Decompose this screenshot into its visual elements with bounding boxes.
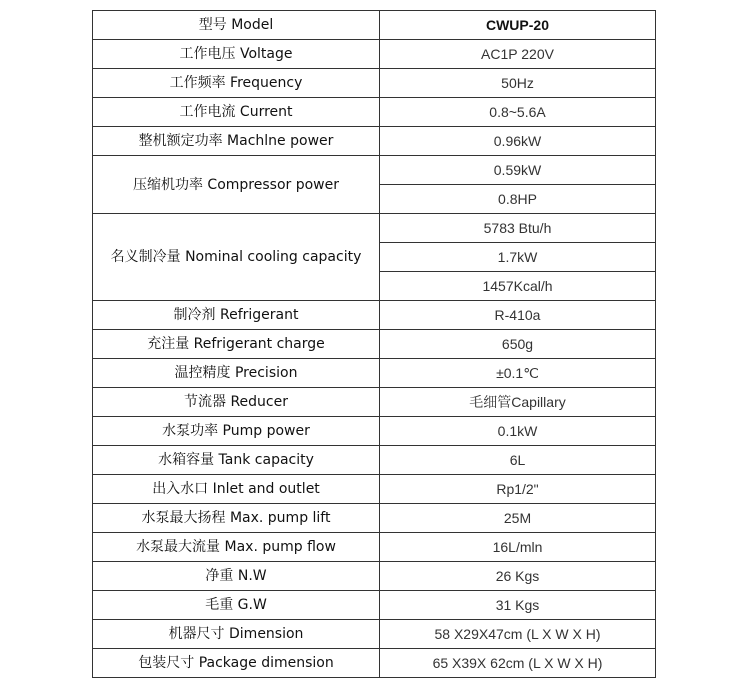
table-row-pump-power [93,417,656,446]
label-gross-weight: 毛重 G.W [93,591,380,620]
label-package-dimension: 包装尺寸 Package dimension [93,649,380,678]
value-model: CWUP-20 [380,11,656,40]
table-row-tank-capacity [93,446,656,475]
value-machine-power: 0.96kW [380,127,656,156]
table-row-pump-lift [93,504,656,533]
table-row-inlet-outlet [93,475,656,504]
table-row-compressor-power [93,156,656,185]
label-frequency: 工作频率 Frequency [93,69,380,98]
value-precision: ±0.1℃ [380,359,656,388]
value-compressor-power-hp: 0.8HP [380,185,656,214]
value-voltage: AC1P 220V [380,40,656,69]
table-row-gross-weight [93,591,656,620]
value-cooling-capacity-kcal: 1457Kcal/h [380,272,656,301]
spec-table [92,10,656,678]
label-voltage: 工作电压 Voltage [93,40,380,69]
label-compressor-power: 压缩机功率 Compressor power [93,156,380,214]
table-row-frequency [93,69,656,98]
label-pump-power: 水泵功率 Pump power [93,417,380,446]
table-row-refrigerant-charge [93,330,656,359]
value-inlet-outlet: Rp1/2" [380,475,656,504]
label-pump-lift: 水泵最大扬程 Max. pump lift [93,504,380,533]
value-refrigerant: R-410a [380,301,656,330]
value-cooling-capacity-btu: 5783 Btu/h [380,214,656,243]
table-row-cooling-capacity [93,214,656,243]
label-tank-capacity: 水箱容量 Tank capacity [93,446,380,475]
value-pump-power: 0.1kW [380,417,656,446]
table-row-reducer [93,388,656,417]
value-net-weight: 26 Kgs [380,562,656,591]
table-row-refrigerant [93,301,656,330]
label-precision: 温控精度 Precision [93,359,380,388]
value-pump-lift: 25M [380,504,656,533]
table-row-net-weight [93,562,656,591]
label-refrigerant-charge: 充注量 Refrigerant charge [93,330,380,359]
value-gross-weight: 31 Kgs [380,591,656,620]
value-tank-capacity: 6L [380,446,656,475]
table-row-model [93,11,656,40]
table-row-machine-power [93,127,656,156]
label-pump-flow: 水泵最大流量 Max. pump flow [93,533,380,562]
label-inlet-outlet: 出入水口 Inlet and outlet [93,475,380,504]
table-row-precision [93,359,656,388]
value-frequency: 50Hz [380,69,656,98]
label-reducer: 节流器 Reducer [93,388,380,417]
label-current: 工作电流 Current [93,98,380,127]
value-current: 0.8~5.6A [380,98,656,127]
value-package-dimension: 65 X39X 62cm (L X W X H) [380,649,656,678]
value-dimension: 58 X29X47cm (L X W X H) [380,620,656,649]
table-row-pump-flow [93,533,656,562]
label-machine-power: 整机额定功率 Machlne power [93,127,380,156]
value-reducer: 毛细管Capillary [380,388,656,417]
label-refrigerant: 制冷剂 Refrigerant [93,301,380,330]
table-row-package-dimension [93,649,656,678]
label-dimension: 机器尺寸 Dimension [93,620,380,649]
value-refrigerant-charge: 650g [380,330,656,359]
label-net-weight: 净重 N.W [93,562,380,591]
value-cooling-capacity-kw: 1.7kW [380,243,656,272]
table-row-dimension [93,620,656,649]
label-cooling-capacity: 名义制冷量 Nominal cooling capacity [93,214,380,301]
label-model: 型号 Model [93,11,380,40]
value-compressor-power-kw: 0.59kW [380,156,656,185]
table-row-voltage [93,40,656,69]
table-row-current [93,98,656,127]
value-pump-flow: 16L/mln [380,533,656,562]
